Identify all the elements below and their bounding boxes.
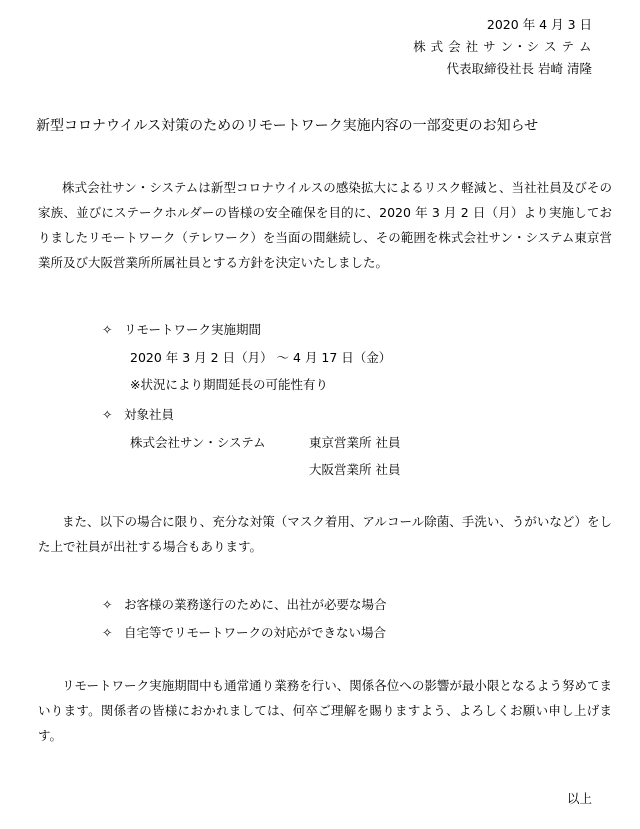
closing-mark: 以上 [566,791,592,806]
company-name: 株 式 会 社 サ ン・シ ス テ ム [413,39,592,54]
bullet-icon: ✧ [102,407,113,422]
exception-item [102,625,386,641]
period-item [102,322,261,338]
document-date: 2020 年 4 月 3 日 [486,17,592,32]
bullet-icon: ✧ [102,322,113,337]
target-office-osaka: 大阪営業所 社員 [309,462,401,477]
intro-paragraph: 株式会社サン・システムは新型コロナウイルスの感染拡大によるリスク軽減と、当社社員及びその家族、並びにステークホルダーの皆様の安全確保を目的に、2020 年 3 月 2 日（月）より実施しておりましたリモートワーク（テレワーク）を当面の間継続し、その範囲を株式会社サン・システム東京営業所及び大阪営業所所属社員とする方針を決定いたしました。 [38,180,612,270]
exception-paragraph: また、以下の場合に限り、充分な対策（マスク着用、アルコール除菌、手洗い、うがいなど）をした上で社員が出社する場合もあります。 [38,514,612,554]
exception-text: お客様の業務遂行のために、出社が必要な場合 [124,597,387,612]
exception-text: 自宅等でリモートワークの対応ができない場合 [124,625,387,640]
period-note: ※状況により期間延長の可能性有り [130,377,328,392]
target-company: 株式会社サン・システム [130,435,266,450]
target-label: 対象社員 [124,407,175,422]
period-value: 2020 年 3 月 2 日（月） 〜 4 月 17 日（金） [130,350,392,365]
period-label: リモートワーク実施期間 [124,322,262,337]
bullet-icon: ✧ [102,597,113,612]
document-title: 新型コロナウイルス対策のためのリモートワーク実施内容の一部変更のお知らせ [36,118,539,134]
representative-name: 代表取締役社長 岩崎 清隆 [446,61,592,76]
bullet-icon: ✧ [102,625,113,640]
exception-item [102,597,387,613]
closing-paragraph: リモートワーク実施期間中も通常通り業務を行い、関係各位への影響が最小限となるよう努めてまいります。関係者の皆様におかれましては、何卒ご理解を賜りますよう、よろしくお願い申し上げます。 [38,678,612,743]
target-item [102,407,174,423]
target-office-tokyo: 東京営業所 社員 [309,435,401,450]
